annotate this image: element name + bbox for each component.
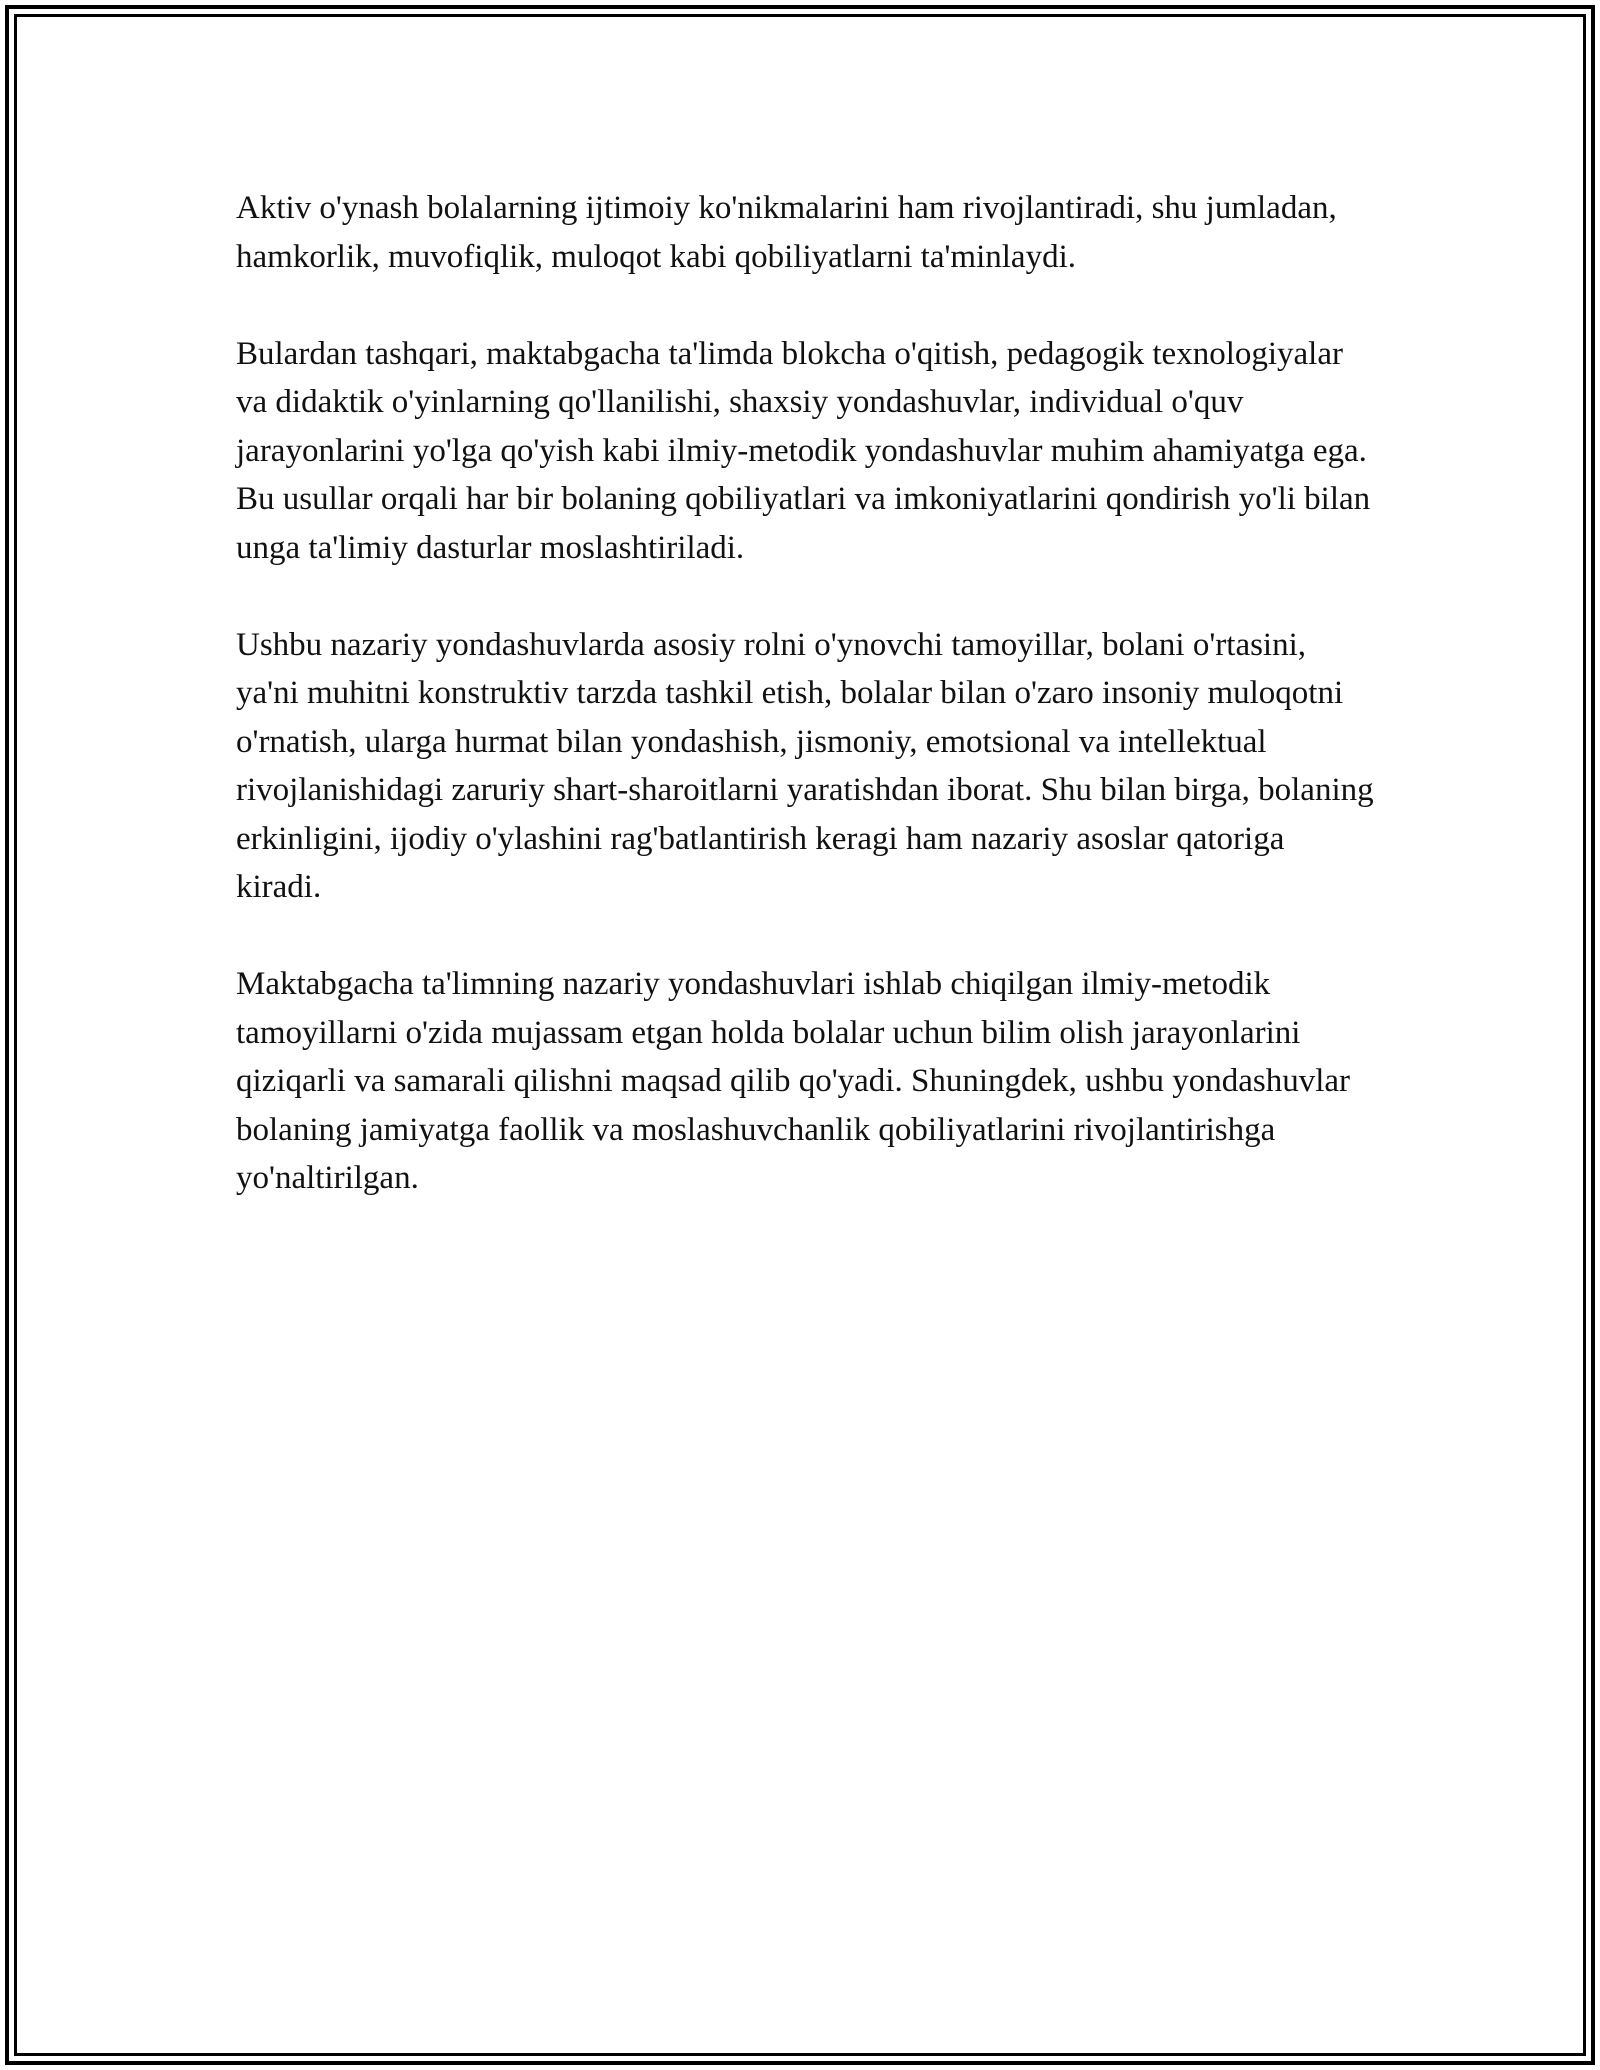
paragraph-2: Bulardan tashqari, maktabgacha ta'limda blokcha o'qitish, pedagogik texnologiyalar va didaktik o'yinlarning qo'llanilishi, shaxsiy yondashuvlar, individual o'quv jarayonlarini yo'lga qo'yish kabi ilmiy-metodik yondashuvlar muhim ahamiyatga ega. Bu usullar orqali har bir bolaning qobiliyatlari va imkoniyatlarini qondirish yo'li bilan unga ta'limiy dasturlar moslashtiriladi. — [236, 335, 1371, 566]
document-body — [236, 184, 1376, 1251]
paragraph-3: Ushbu nazariy yondashuvlarda asosiy rolni o'ynovchi tamoyillar, bolani o'rtasini, ya'ni muhitni konstruktiv tarzda tashkil etish, bolalar bilan o'zaro insoniy muloqotni o'rnatish, ularga hurmat bilan yondashish, jismoniy, emotsional va intellektual rivojlanishidagi zaruriy shart-sharoitlarni yaratishdan iborat. Shu bilan birga, bolaning erkinligini, ijodiy o'ylashini rag'batlantirish keragi ham nazariy asoslar qatoriga kiradi. — [236, 626, 1374, 905]
paragraph-1: Aktiv o'ynash bolalarning ijtimoiy ko'nikmalarini ham rivojlantiradi, shu jumladan, hamkorlik, muvofiqlik, muloqot kabi qobiliyatlarni ta'minlaydi. — [236, 190, 1337, 275]
paragraph-4: Maktabgacha ta'limning nazariy yondashuvlari ishlab chiqilgan ilmiy-metodik tamoyillarni o'zida mujassam etgan holda bolalar uchun bilim olish jarayonlarini qiziqarli va samarali qilishni maqsad qilib qo'yadi. Shuningdek, ushbu yondashuvlar bolaning jamiyatga faollik va moslashuvchanlik qobiliyatlarini rivojlantirishga yo'naltirilgan. — [236, 966, 1351, 1196]
